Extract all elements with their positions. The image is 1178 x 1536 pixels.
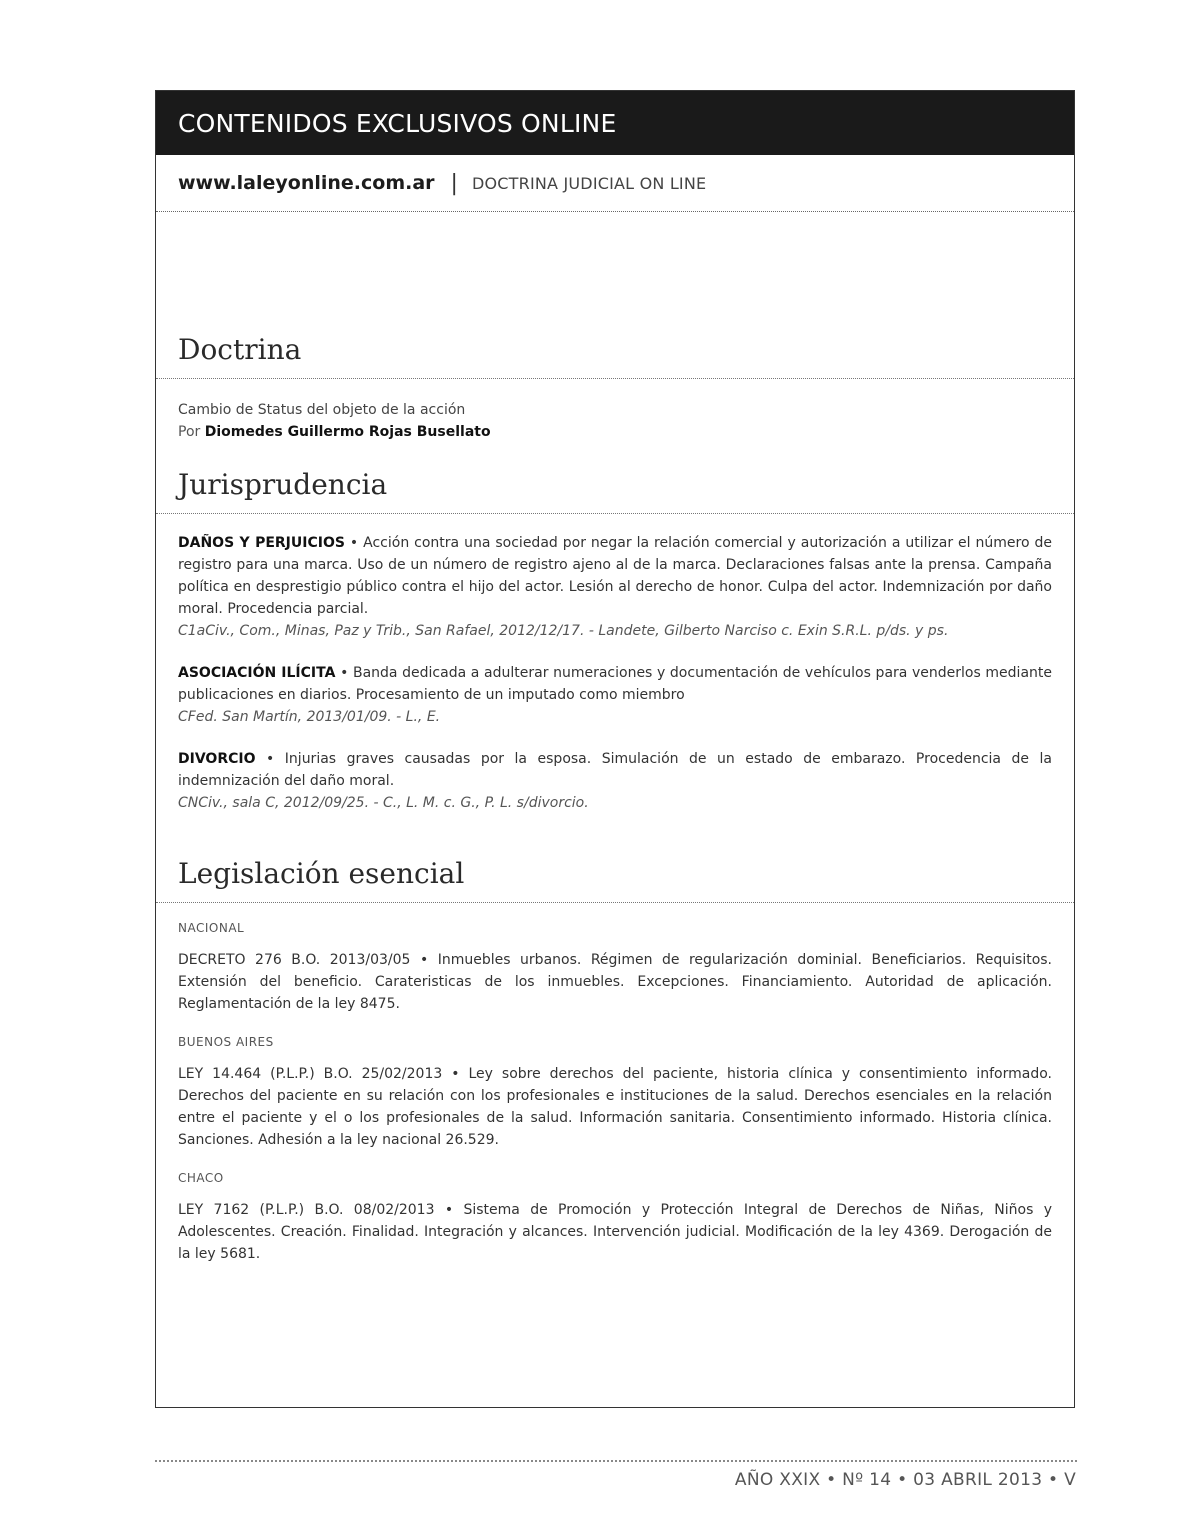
item-heading[interactable]: DAÑOS Y PERJUICIOS (178, 535, 345, 551)
url-subtitle: DOCTRINA JUDICIAL ON LINE (471, 173, 707, 193)
section-title-doctrina: Doctrina (178, 333, 302, 366)
jurisdiction-label: BUENOS AIRES (178, 1035, 274, 1049)
author-name: Diomedes Guillermo Rojas Busellato (204, 424, 491, 440)
jurisprudencia-item (156, 748, 1074, 814)
jurisdiction-label: NACIONAL (178, 921, 245, 935)
legislation-item (156, 1199, 1074, 1265)
item-text: Injurias graves causadas por la esposa. Simulación de un estado de embarazo. Procedencia de la indemnización del daño moral. (178, 751, 1052, 789)
exclusive-content-banner (156, 91, 1074, 155)
item-text: Acción contra una sociedad por negar la relación comercial y autorización a utilizar el número de registro para una marca. Uso de un número de registro ajeno al de la marca. Declaraciones falsas ante la prensa. Campaña política en desprestigio público contra el hijo del actor. Lesión al derecho de honor. Culpa del actor. Indemnización por daño moral. Procedencia parcial. (178, 535, 1052, 617)
item-heading[interactable]: DIVORCIO (178, 751, 256, 767)
legislation-item (156, 949, 1074, 1015)
legislation-item (156, 1063, 1074, 1151)
bullet: • (266, 751, 275, 767)
jurisprudencia-item (156, 662, 1074, 728)
banner-title: CONTENIDOS EXCLUSIVOS ONLINE (178, 108, 617, 138)
doctrina-entry (156, 399, 1074, 443)
section-title-jurisprudencia: Jurisprudencia (178, 468, 388, 501)
item-citation: CFed. San Martín, 2013/01/09. - L., E. (178, 709, 441, 725)
url-row (156, 155, 1074, 212)
section-title-legislacion: Legislación esencial (178, 857, 465, 890)
legislation-heading[interactable]: LEY 14.464 (P.L.P.) B.O. 25/02/2013 (178, 1066, 443, 1082)
legislation-heading[interactable]: LEY 7162 (P.L.P.) B.O. 08/02/2013 (178, 1202, 435, 1218)
author-prefix: Por (178, 424, 201, 440)
footer-divider (155, 1460, 1077, 1462)
item-heading[interactable]: ASOCIACIÓN ILÍCITA (178, 665, 336, 681)
page-footer: AÑO XXIX • Nº 14 • 03 ABRIL 2013 • V (734, 1470, 1076, 1490)
legislation-text: Sistema de Promoción y Protección Integral de Derechos de Niñas, Niños y Adolescentes. Creación. Finalidad. Integración y alcances. Intervención judicial. Modificación de la ley 4369. Derogación de la ley 5681. (178, 1202, 1053, 1262)
jurisprudencia-item (156, 532, 1074, 642)
url-separator: | (450, 170, 458, 196)
bullet: • (444, 1202, 454, 1218)
item-citation: C1aCiv., Com., Minas, Paz y Trib., San Rafael, 2012/12/17. - Landete, Gilberto Narciso c. Exin S.R.L. p/ds. y ps. (178, 623, 949, 639)
content-frame (155, 90, 1075, 1408)
legislation-heading[interactable]: DECRETO 276 B.O. 2013/03/05 (178, 952, 411, 968)
item-citation: CNCiv., sala C, 2012/09/25. - C., L. M. c. G., P. L. s/divorcio. (178, 795, 589, 811)
bullet: • (451, 1066, 460, 1082)
item-text: Banda dedicada a adulterar numeraciones y documentación de vehículos para venderlos mediante publicaciones en diarios. Procesamiento de un imputado como miembro (178, 665, 1052, 703)
bullet: • (349, 535, 359, 551)
bullet: • (419, 952, 429, 968)
legislation-text: Ley sobre derechos del paciente, historia clínica y consentimiento informado. Derechos del paciente en su relación con los profesionales e instituciones de la salud. Derechos esenciales en la relación entre el paciente y el o los profesionales de la salud. Información sanitaria. Consentimiento informado. Historia clínica. Sanciones. Adhesión a la ley nacional 26.529. (178, 1066, 1053, 1148)
jurisdiction-label: CHACO (178, 1171, 224, 1185)
site-url-link[interactable]: www.laleyonline.com.ar (178, 172, 435, 194)
doctrina-article-title[interactable]: Cambio de Status del objeto de la acción (178, 402, 466, 418)
doctrina-author-line (178, 421, 1052, 443)
bullet: • (340, 665, 349, 681)
legislation-text: Inmuebles urbanos. Régimen de regularización dominial. Beneficiarios. Requisitos. Extensión del beneficio. Carateristicas de los inmuebles. Excepciones. Financiamiento. Autoridad de aplicación. Reglamentación de la ley 8475. (178, 952, 1053, 1012)
